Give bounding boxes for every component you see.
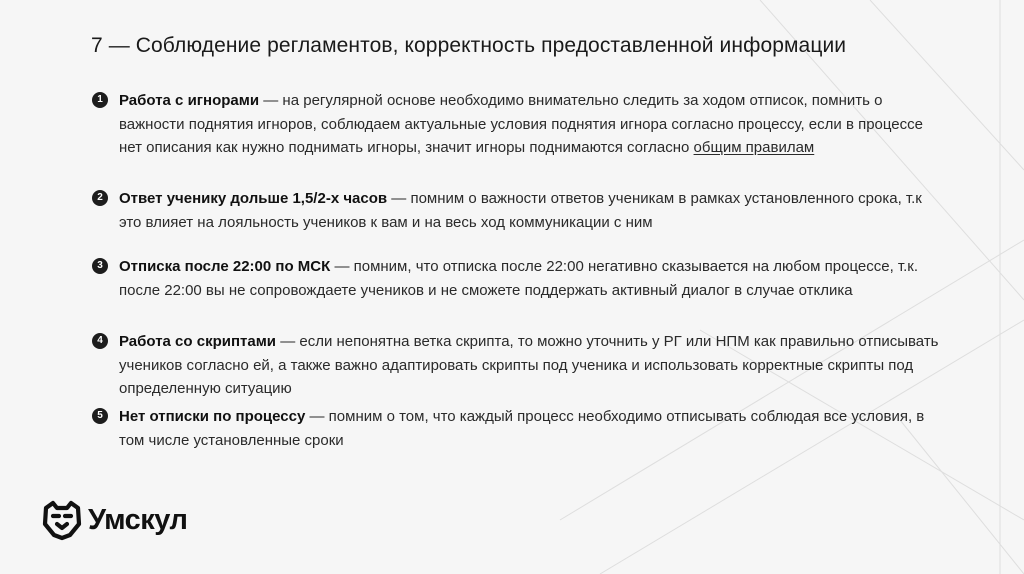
item-text	[119, 89, 942, 160]
item-text	[119, 330, 942, 401]
bear-face-icon	[40, 498, 84, 542]
item-body: — помним, что отписка после 22:00 негативно сказывается на любом процессе, т.к. после 22:00 вы не сопровождаете учеников и не сможете поддержать активный диалог в случае отклика	[119, 258, 919, 299]
number-badge: 2	[92, 190, 108, 206]
rules-link[interactable]: общим правилам	[693, 139, 815, 156]
number-badge: 1	[92, 92, 108, 108]
list-item	[92, 255, 942, 302]
item-text	[119, 405, 942, 452]
logo-text: Умскул	[88, 503, 188, 536]
list-item	[92, 330, 942, 401]
number-badge: 5	[92, 408, 108, 424]
item-heading: Отписка после 22:00 по МСК	[119, 258, 331, 275]
item-heading: Работа со скриптами	[119, 333, 277, 350]
item-body: — на регулярной основе необходимо внимательно следить за ходом отписок, помнить о важности поднятия игноров, соблюдаем актуальные условия поднятия игнора согласно процессу, если в процессе нет описания как нужно поднимать игноры, значит игноры поднимаются согласно	[119, 92, 923, 156]
number-badge: 4	[92, 333, 108, 349]
item-heading: Ответ ученику дольше 1,5/2-х часов	[119, 190, 388, 207]
item-text	[119, 187, 942, 234]
list-item	[92, 89, 942, 160]
slide-title: 7 — Соблюдение регламентов, корректность предоставленной информации	[91, 34, 847, 57]
item-body: — если непонятна ветка скрипта, то можно уточнить у РГ или НПМ как правильно отписывать учеников согласно ей, а также важно адаптировать скрипты под ученика и использовать корректные скрипты под определенную ситуацию	[119, 333, 939, 397]
item-text	[119, 255, 942, 302]
item-body: — помним о важности ответов ученикам в рамках установленного срока, т.к это влияет на лояльность учеников к вам и на весь ход коммуникации с ним	[119, 190, 922, 231]
list-item	[92, 405, 942, 452]
number-badge: 3	[92, 258, 108, 274]
list-item	[92, 187, 942, 234]
item-heading: Работа с игнорами	[119, 92, 260, 109]
umskul-logo	[40, 498, 187, 542]
item-body: — помним о том, что каждый процесс необходимо отписывать соблюдая все условия, в том числе установленные сроки	[119, 408, 925, 449]
item-heading: Нет отписки по процессу	[119, 408, 306, 425]
